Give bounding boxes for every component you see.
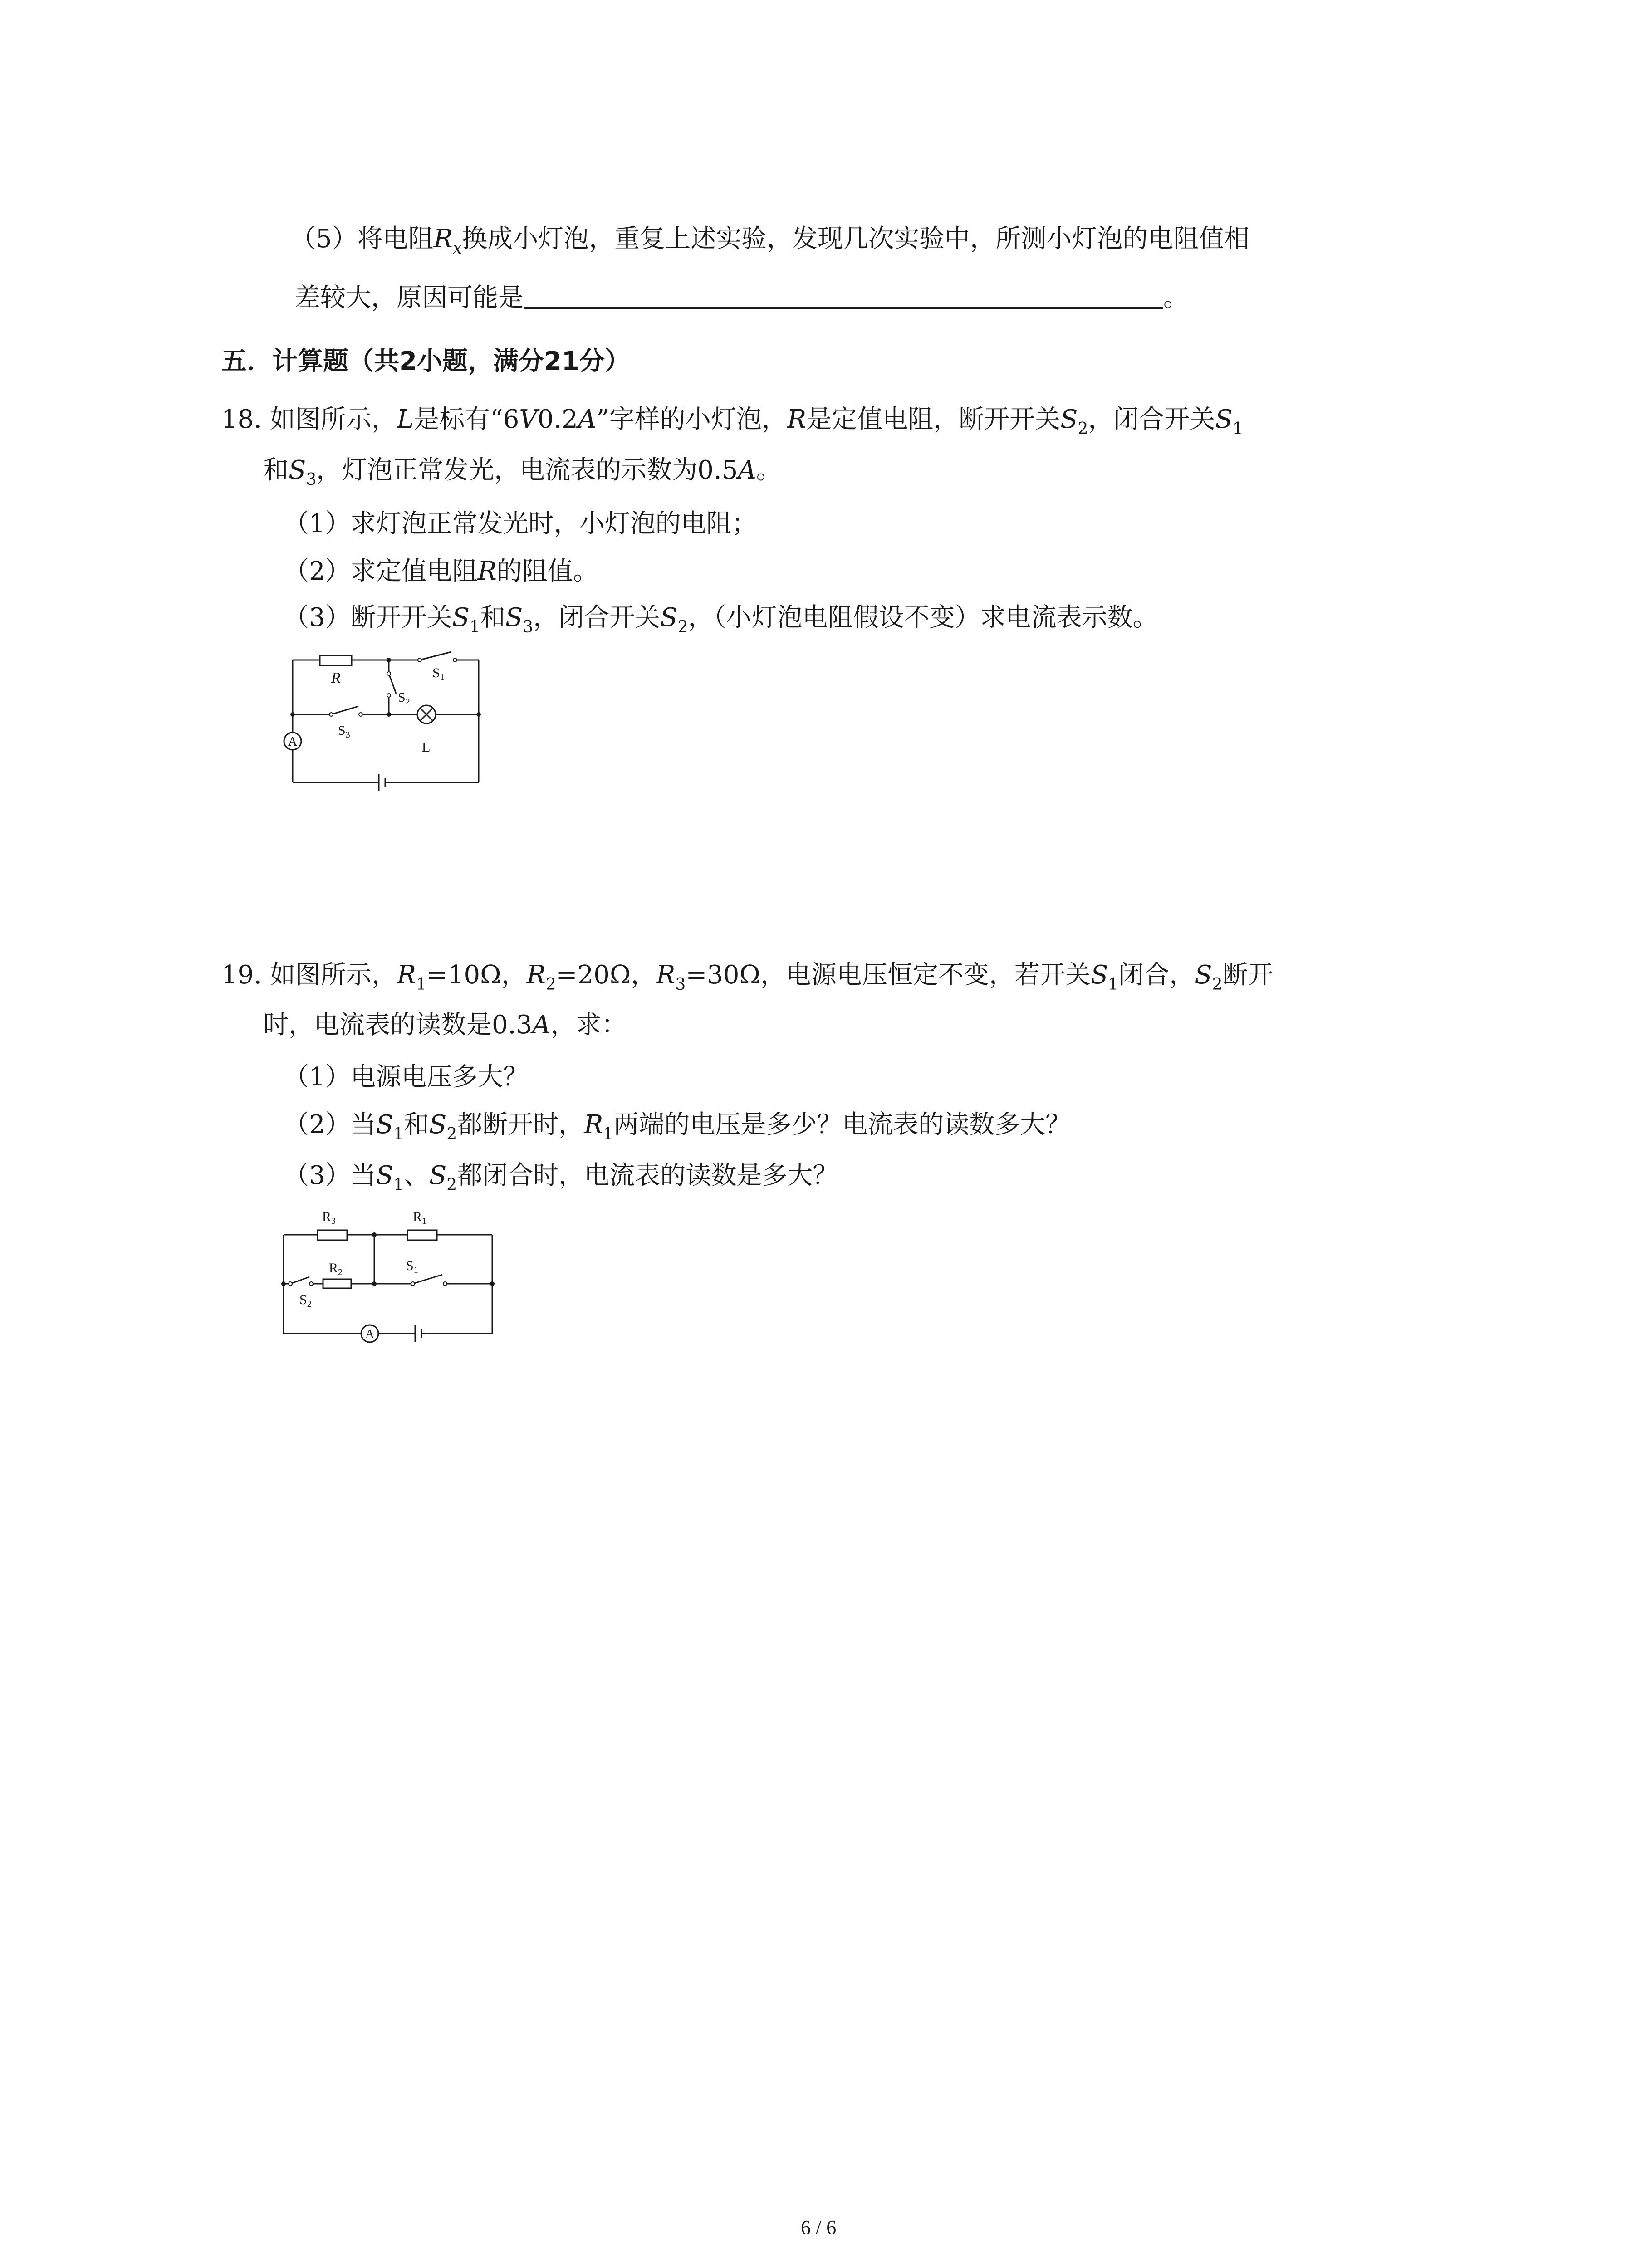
q19-part2: （2）当$S_1$和$S_2$都断开时，$R_1$两端的电压是多少？电流表的读数多大？: [284, 1110, 1071, 1144]
section-heading: 五．计算题（共2小题，满分21分）: [221, 347, 630, 376]
q17-part5-line1: （5）将电阻$R_x$换成小灯泡，重复上述实验，发现几次实验中，所测小灯泡的电阻值相: [290, 224, 1250, 258]
label-r2: $R_2$: [329, 1261, 343, 1277]
label-s1: $S_1$: [406, 1258, 418, 1275]
label-s1: $S_1$: [432, 665, 445, 682]
label-s3: $S_3$: [338, 723, 350, 740]
q18-line1: 18. 如图所示，L是标有“6V0.2A”字样的小灯泡，R是定值电阻，断开开关$S_2$，闭合开关$S_1$: [221, 405, 1243, 438]
q18-circuit-diagram: [270, 646, 497, 801]
switch-s2-lever: [389, 674, 396, 694]
switch-s3-lever: [331, 706, 358, 714]
label-r3: $R_3$: [322, 1209, 336, 1226]
label-r: R: [331, 670, 341, 686]
switch-s1-lever: [413, 1275, 442, 1284]
switch-s2-lever: [290, 1277, 309, 1284]
q18-part3: （3）断开开关$S_1$和$S_3$，闭合开关$S_2$，（小灯泡电阻假设不变）求电流表示数。: [284, 603, 1158, 636]
q19-line2: 时，电流表的读数是0.3A，求：: [263, 1010, 627, 1040]
label-s2: $S_2$: [299, 1292, 312, 1309]
q19-part1: （1）电源电压多大？: [284, 1062, 529, 1092]
svg-text:A: A: [288, 735, 298, 749]
switch-s1-lever: [420, 652, 451, 660]
svg-text:A: A: [365, 1327, 375, 1341]
lamp-icon: [417, 705, 436, 723]
resistor-r1: [407, 1230, 437, 1240]
resistor-r: [320, 655, 352, 665]
q18-line2: 和$S_3$，灯泡正常发光，电流表的示数为0.5A。: [263, 455, 782, 489]
q19-circuit-diagram: [277, 1202, 504, 1347]
label-l: L: [422, 740, 431, 755]
label-r1: $R_1$: [413, 1209, 427, 1226]
q19-line1: 19. 如图所示，$R_1=10\Omega$，$R_2=20\Omega$，$R_3=30\Omega$，电源电压恒定不变，若开关$S_1$闭合，$S_2$断开: [221, 960, 1274, 994]
resistor-r3: [318, 1230, 347, 1240]
ammeter-icon: [361, 1325, 378, 1342]
q18-part1: （1）求灯泡正常发光时，小灯泡的电阻；: [284, 509, 757, 538]
label-s2: $S_2$: [398, 690, 410, 707]
answer-blank[interactable]: [524, 282, 1163, 309]
page-number: 6 / 6: [801, 2216, 837, 2239]
q18-part2: （2）求定值电阻R的阻值。: [284, 557, 598, 586]
q17-part5-line2: 差较大，原因可能是 。: [295, 280, 1189, 316]
resistor-r2: [323, 1279, 351, 1288]
ammeter-icon: [284, 733, 301, 750]
q19-part3: （3）当$S_1$、$S_2$都闭合时，电流表的读数是多大？: [284, 1161, 838, 1194]
